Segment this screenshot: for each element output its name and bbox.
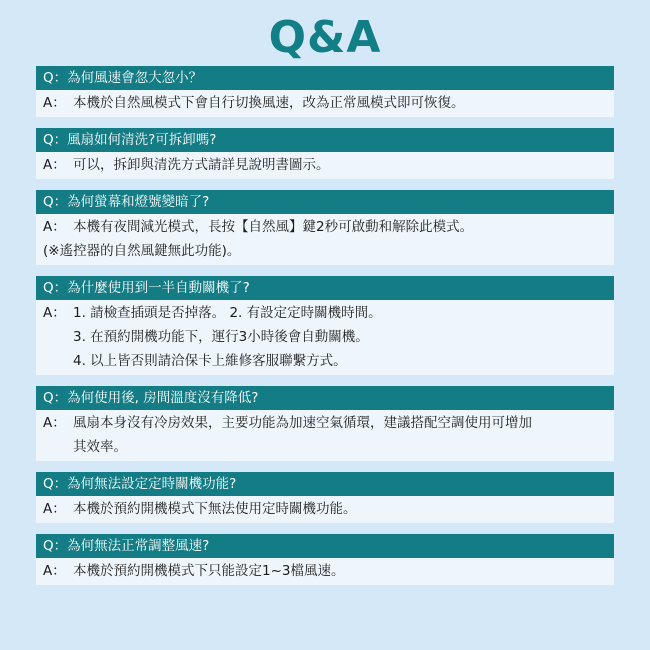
answer-prefix: A： <box>43 563 66 579</box>
answer-prefix: A： <box>43 219 66 235</box>
answer-prefix: A： <box>43 501 66 517</box>
qa-item <box>36 472 614 523</box>
answer-line <box>43 325 608 349</box>
question-bar: Q：為何使用後, 房間溫度沒有降低? <box>36 386 614 410</box>
question-bar: Q：為何無法正常調整風速? <box>36 534 614 558</box>
qa-item <box>36 386 614 461</box>
answer-prefix: A： <box>43 157 66 173</box>
answer-text: 1. 請檢查插頭是否掉落。 2. 有設定定時關機時間。 <box>73 305 382 321</box>
answer-note: (※遙控器的自然風鍵無此功能)。 <box>43 243 241 259</box>
qa-item <box>36 128 614 179</box>
qa-item <box>36 190 614 265</box>
answer-line <box>43 215 608 239</box>
answer-text: 4. 以上皆否則請洽保卡上維修客服聯繫方式。 <box>73 353 347 369</box>
answer-text: 本機於預約開機模式下只能設定1~3檔風速。 <box>73 563 345 579</box>
answer-line <box>43 301 608 325</box>
answer-line <box>43 411 608 435</box>
page-title: Q&A <box>268 12 382 63</box>
question-bar: Q：為何螢幕和燈號變暗了? <box>36 190 614 214</box>
qa-item <box>36 66 614 117</box>
answer-box <box>36 214 614 265</box>
question-bar: Q：風扇如何清洗?可拆卸嗎? <box>36 128 614 152</box>
answer-text: 其效率。 <box>73 439 127 455</box>
answer-box <box>36 410 614 461</box>
answer-box <box>36 90 614 117</box>
answer-box <box>36 152 614 179</box>
answer-box <box>36 496 614 523</box>
answer-text: 3. 在預約開機功能下，運行3小時後會自動關機。 <box>73 329 369 345</box>
answer-box <box>36 300 614 375</box>
answer-text: 可以，拆卸與清洗方式請詳見說明書圖示。 <box>73 157 330 173</box>
answer-box <box>36 558 614 585</box>
answer-line <box>43 153 608 177</box>
answer-prefix: A： <box>43 305 66 321</box>
answer-indent <box>43 349 73 373</box>
answer-text: 本機有夜間減光模式，長按【自然風】鍵2秒可啟動和解除此模式。 <box>73 219 474 235</box>
qa-item <box>36 276 614 375</box>
answer-indent <box>43 435 73 459</box>
answer-line <box>43 349 608 373</box>
question-bar: Q：為何無法設定定時關機功能? <box>36 472 614 496</box>
answer-line <box>43 435 608 459</box>
answer-text: 本機於自然風模式下會自行切換風速，改為正常風模式即可恢復。 <box>73 95 465 111</box>
answer-prefix: A： <box>43 415 66 431</box>
qa-list <box>36 66 614 596</box>
answer-prefix: A： <box>43 95 66 111</box>
answer-text: 本機於預約開機模式下無法使用定時關機功能。 <box>73 501 357 517</box>
answer-indent <box>43 325 73 349</box>
question-bar: Q：為什麼使用到一半自動關機了? <box>36 276 614 300</box>
qa-item <box>36 534 614 585</box>
question-bar: Q：為何風速會忽大忽小？ <box>36 66 614 90</box>
answer-line <box>43 559 608 583</box>
answer-text: 風扇本身沒有冷房效果，主要功能為加速空氣循環，建議搭配空調使用可增加 <box>73 415 532 431</box>
answer-line <box>43 91 608 115</box>
answer-line <box>43 497 608 521</box>
